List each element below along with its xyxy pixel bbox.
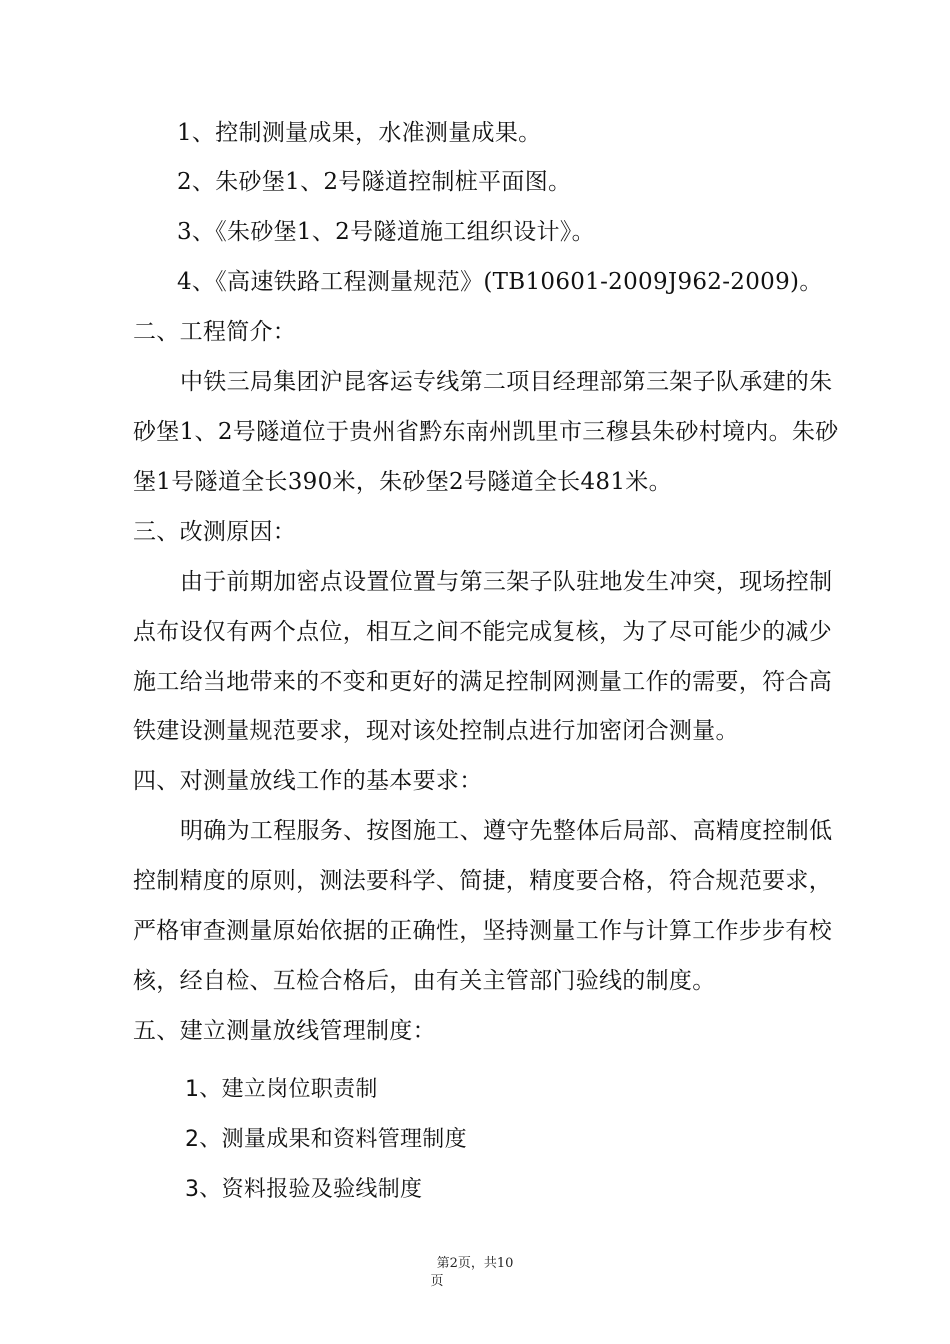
paragraph-line: 铁建设测量规范要求，现对该处控制点进行加密闭合测量。 — [133, 718, 739, 744]
management-item-3: 3、资料报验及验线制度 — [185, 1177, 423, 1202]
management-item-1: 1、建立岗位职责制 — [185, 1077, 378, 1102]
reference-item-4: 4、《高速铁路工程测量规范》(TB10601-2009J962-2009)。 — [177, 269, 823, 295]
reference-item-2: 2、朱砂堡1、2号隧道控制桩平面图。 — [177, 169, 572, 195]
page-number-line-1: 第2页，共10 — [436, 1256, 514, 1271]
paragraph-line: 控制精度的原则，测法要科学、简捷，精度要合格，符合规范要求， — [133, 868, 832, 894]
paragraph-line: 明确为工程服务、按图施工、遵守先整体后局部、高精度控制低 — [180, 818, 833, 844]
section-heading-management: 五、建立测量放线管理制度： — [133, 1018, 436, 1044]
section-heading-project-overview: 二、工程简介： — [133, 319, 297, 345]
paragraph-line: 点布设仅有两个点位，相互之间不能完成复核，为了尽可能少的减少 — [133, 619, 832, 645]
section-heading-reason: 三、改测原因： — [133, 519, 297, 545]
management-item-2: 2、测量成果和资料管理制度 — [185, 1127, 467, 1152]
reference-item-1: 1、控制测量成果，水准测量成果。 — [177, 120, 542, 146]
section-heading-requirements: 四、对测量放线工作的基本要求： — [133, 768, 483, 794]
paragraph-line: 严格审查测量原始依据的正确性，坚持测量工作与计算工作步步有校 — [133, 918, 832, 944]
page-number-line-2: 页 — [430, 1274, 444, 1289]
paragraph-line: 施工给当地带来的不变和更好的满足控制网测量工作的需要，符合高 — [133, 669, 832, 695]
paragraph-line: 核，经自检、互检合格后，由有关主管部门验线的制度。 — [133, 968, 716, 994]
paragraph-line: 由于前期加密点设置位置与第三架子队驻地发生冲突，现场控制 — [180, 569, 833, 595]
reference-item-3: 3、《朱砂堡1、2号隧道施工组织设计》。 — [177, 219, 595, 245]
paragraph-line: 堡1号隧道全长390米，朱砂堡2号隧道全长481米。 — [133, 469, 672, 495]
paragraph-line: 砂堡1、2号隧道位于贵州省黔东南州凯里市三穆县朱砂村境内。朱砂 — [133, 419, 839, 445]
paragraph-line: 中铁三局集团沪昆客运专线第二项目经理部第三架子队承建的朱 — [180, 369, 833, 395]
